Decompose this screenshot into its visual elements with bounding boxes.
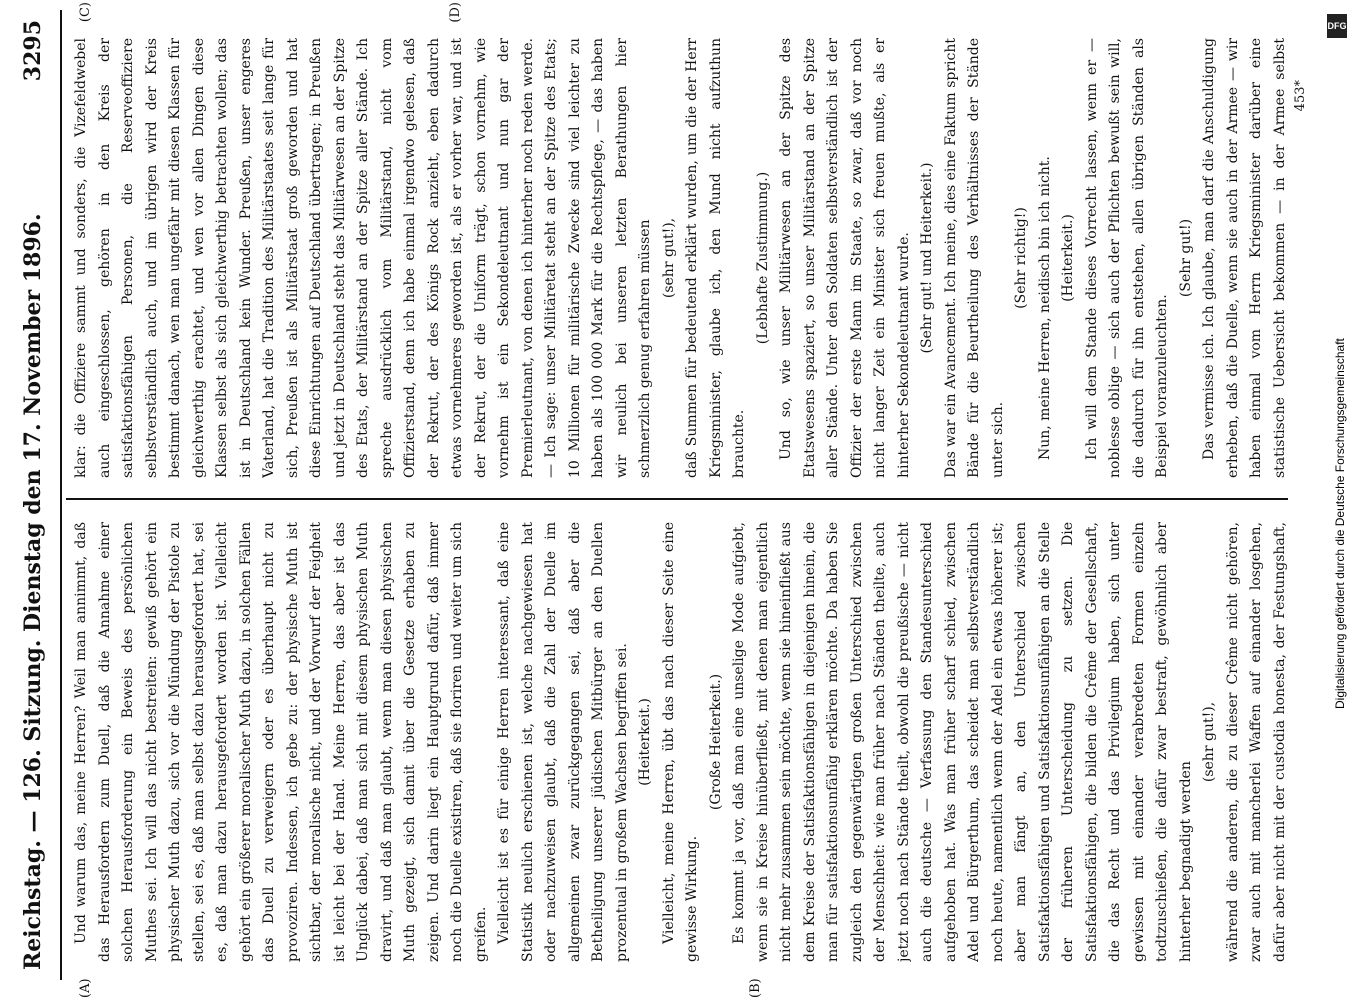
reaction: (Heiterkeit.) <box>1060 214 1076 302</box>
paragraph: Vielleicht, meine Herren, übt das nach dieser Seite eine gewisse Wirkung. <box>660 522 700 962</box>
reaction: (Sehr richtig!) <box>1013 207 1029 309</box>
margin-marker-c: (C) <box>78 2 93 23</box>
credit-text: Digitalisierung gefördert durch die Deutsche Forschungsgemeinschaft <box>1333 338 1347 709</box>
column-divider <box>66 498 1288 500</box>
page-header <box>16 0 56 1000</box>
reaction: (Große Heiterkeit.) <box>707 673 724 811</box>
margin-marker-b: (B) <box>748 978 763 998</box>
text-column-right <box>70 38 1288 478</box>
paragraph: klar: die Offiziere sammt und sonders, die Vizefeldwebel auch eingeschlossen, gehören in den Kreis der satisfaktionsfähigen Personen, die Reserveoffiziere selbstverständlich auch, und im übrigen wird der Kreis bestimmt danach, wen man ungefähr mit diesen Klassen für gleichwerthig erachtet, und wen vor allen Dingen diese Klassen selbst als sich gleichwerthig betrachten wollen; das ist in Deutschland kein Wunder. Preußen, unser engeres Vaterland, hat die Tradition des Militärstaates seit lange für sich, Preußen ist als Militärstaat groß geworden und hat diese Einrichtungen auf Deutschland übertragen; in Preußen und jetzt in Deutschland steht das Militärwesen an der Spitze des Etats, der Militärstand an der Spitze aller Stände. Ich spreche ausdrücklich vom Militärstand, nicht vom Offizierstand, denn ich habe einmal irgendwo gelesen, daß der Rekrut, der des Königs Rock anzieht, eben dadurch etwas vornehmeres geworden ist, als er vorher war, und ist der Rekrut, der die Uniform trägt, schon vornehm, wie vornehm ist ein Sekondeleutnant und nun gar der Premierleutnant, von denen ich hinterher noch reden werde. — Ich sage: unser Militäretat steht an der Spitze des Etats; 10 Millionen für militärische Zwecke sind viel leichter zu haben als 100 000 Mark für die Rechtspflege, — das haben wir neulich bei unseren letzten Berathungen hier schmerzlich genug erfahren müssen <box>73 38 653 478</box>
paragraph: während die anderen, die zu dieser Crême nicht gehören, zwar auch mit mancherlei Waffen auf einander losgehen, dafür aber nicht mit der custodia honesta, der Festungshaft, <box>1224 522 1288 962</box>
rotated-document-page <box>8 0 1308 1000</box>
page-folio: 3295 <box>20 20 46 82</box>
margin-marker-d: (D) <box>448 2 463 23</box>
reaction: (Sehr gut!) <box>1177 218 1194 298</box>
header-rule <box>60 10 62 980</box>
signature-mark: 453* <box>1293 80 1308 112</box>
dfg-logo: DFG <box>1327 14 1347 38</box>
reaction: (Sehr gut! und Heiterkeit.) <box>919 162 935 354</box>
paragraph: Es kommt ja vor, daß man eine unselige Mode aufgiebt, wenn sie in Kreise hinüberfließt, mit denen man eigentlich nicht mehr zusammen sein möchte, wenn sie hineinfließt aus dem Kreise der Satisfaktionsfähigen in diejenigen hinein, die man für satisfaktionsunfähig erklären möchte. Da haben Sie zugleich den gegenwärtigen großen Unterschied zwischen der Menschheit: wie man früher nach Ständen theilte, auch jetzt noch nach Stände theilt, obwohl die preußische — nicht auch die deutsche — Verfassung den Standesunterschied aufgehoben hat. Was man früher scharf schied, zwischen Adel und Bürgerthum, das scheidet man selbstverständlich noch heute, namentlich wenn der Adel ein etwas höherer ist; aber man fängt an, den Unterschied zwischen Satisfaktionsfähigen und Satisfaktionsunfähigen an die Stelle der früheren Unterscheidung zu setzen. Die Satisfaktionsfähigen, die bilden die Crême der Gesellschaft, die das Recht und das Privilegium haben, sich unter gewissen mit einander verabredeten Formen einzeln todtzuschießen, die dafür zwar bestraft, gewöhnlich aber hinterher begnadigt werden <box>731 522 1194 962</box>
digitization-credit <box>1324 6 1350 994</box>
paragraph: Und warum das, meine Herren? Weil man annimmt, daß das Herausfordern zum Duell, daß die Annahme einer solchen Herausforderung ein Beweis des persönlichen Muthes sei. Ich will das nicht bestreiten: gewiß gehört ein physischer Muth dazu, sich vor die Mündung der Pistole zu stellen, sei es, daß man selbst dazu herausgefordert hat, sei es, daß man dazu herausgefordert worden ist. Vielleicht gehört ein größerer moralischer Muth dazu, in solchen Fällen das Duell zu verweigern oder es überhaupt nicht zu provoziren. Indessen, ich gebe zu: der physische Muth ist sichtbar, der moralische nicht, und der Vorwurf der Feigheit ist leicht bei der Hand. Meine Herren, das aber ist das Unglück dabei, daß man sich mit diesem physischen Muth dravirt, und daß man glaubt, wenn man diesen physischen Muth gezeigt, sich damit über die Gesetze erhaben zu zeigen. Und darin liegt ein Hauptgrund dafür, daß immer noch die Duelle existiren, daß sie floriren und weiter um sich greifen. <box>73 522 489 962</box>
reaction: (sehr gut!), <box>660 217 677 299</box>
margin-marker-a: (A) <box>78 978 93 998</box>
paragraph: Nun, meine Herren, neidisch bin ich nicht. <box>1036 156 1053 460</box>
reaction: (Lebhafte Zustimmung.) <box>754 171 771 345</box>
paragraph: Ich will dem Stande dieses Vorrecht lassen, wenn er — noblesse oblige — sich auch der Pflichten bewußt sein will, die dadurch für ihn entstehen, allen übrigen Ständen als Beispiel voranzuleuchten. <box>1083 38 1170 478</box>
paragraph: Das vermisse ich. Ich glaube, man darf die Anschuldigung erheben, daß die Duelle, wenn sie auch in der Armee — wir haben einmal vom Herrn Kriegsminister darüber eine statistische Uebersicht bekommen — in der Armee selbst <box>1201 38 1288 478</box>
reaction: (Heiterkeit.) <box>637 698 653 786</box>
reaction: (sehr gut!), <box>1201 701 1217 783</box>
paragraph: daß Summen für bedeutend erklärt wurden, um die der Herr Kriegsminister, glaube ich, den Mund nicht aufzuthun brauchte. <box>684 38 747 478</box>
paragraph: Das war ein Avancement. Ich meine, dies eine Faktum spricht Bände für die Beurtheilung des Verhältnisses der Stände unter sich. <box>942 38 1006 478</box>
running-head: Reichstag. — 126. Sitzung. Dienstag den 17. November 1896. <box>20 213 46 970</box>
paragraph: Und so, wie unser Militärwesen an der Spitze des Etatswesens spaziert, so unser Militärstand an der Spitze aller Stände. Unter den Soldaten selbstverständlich ist der Offizier der erste Mann im Staate, so zwar, daß vor noch nicht langer Zeit ein Minister sich freuen mußte, als er hinterher Sekondeleutnant wurde. <box>778 38 912 478</box>
text-column-left <box>70 522 1288 962</box>
paragraph: Vielleicht ist es für einige Herren interessant, daß eine Statistik neulich erschienen ist, welche nachgewiesen hat oder nachzuweisen glaubt, daß die Zahl der Duelle im allgemeinen zwar zurückgegangen sei, daß aber die Betheiligung unserer jüdischen Mitbürger an den Duellen prozentual in großem Wachsen begriffen sei. <box>496 522 630 962</box>
